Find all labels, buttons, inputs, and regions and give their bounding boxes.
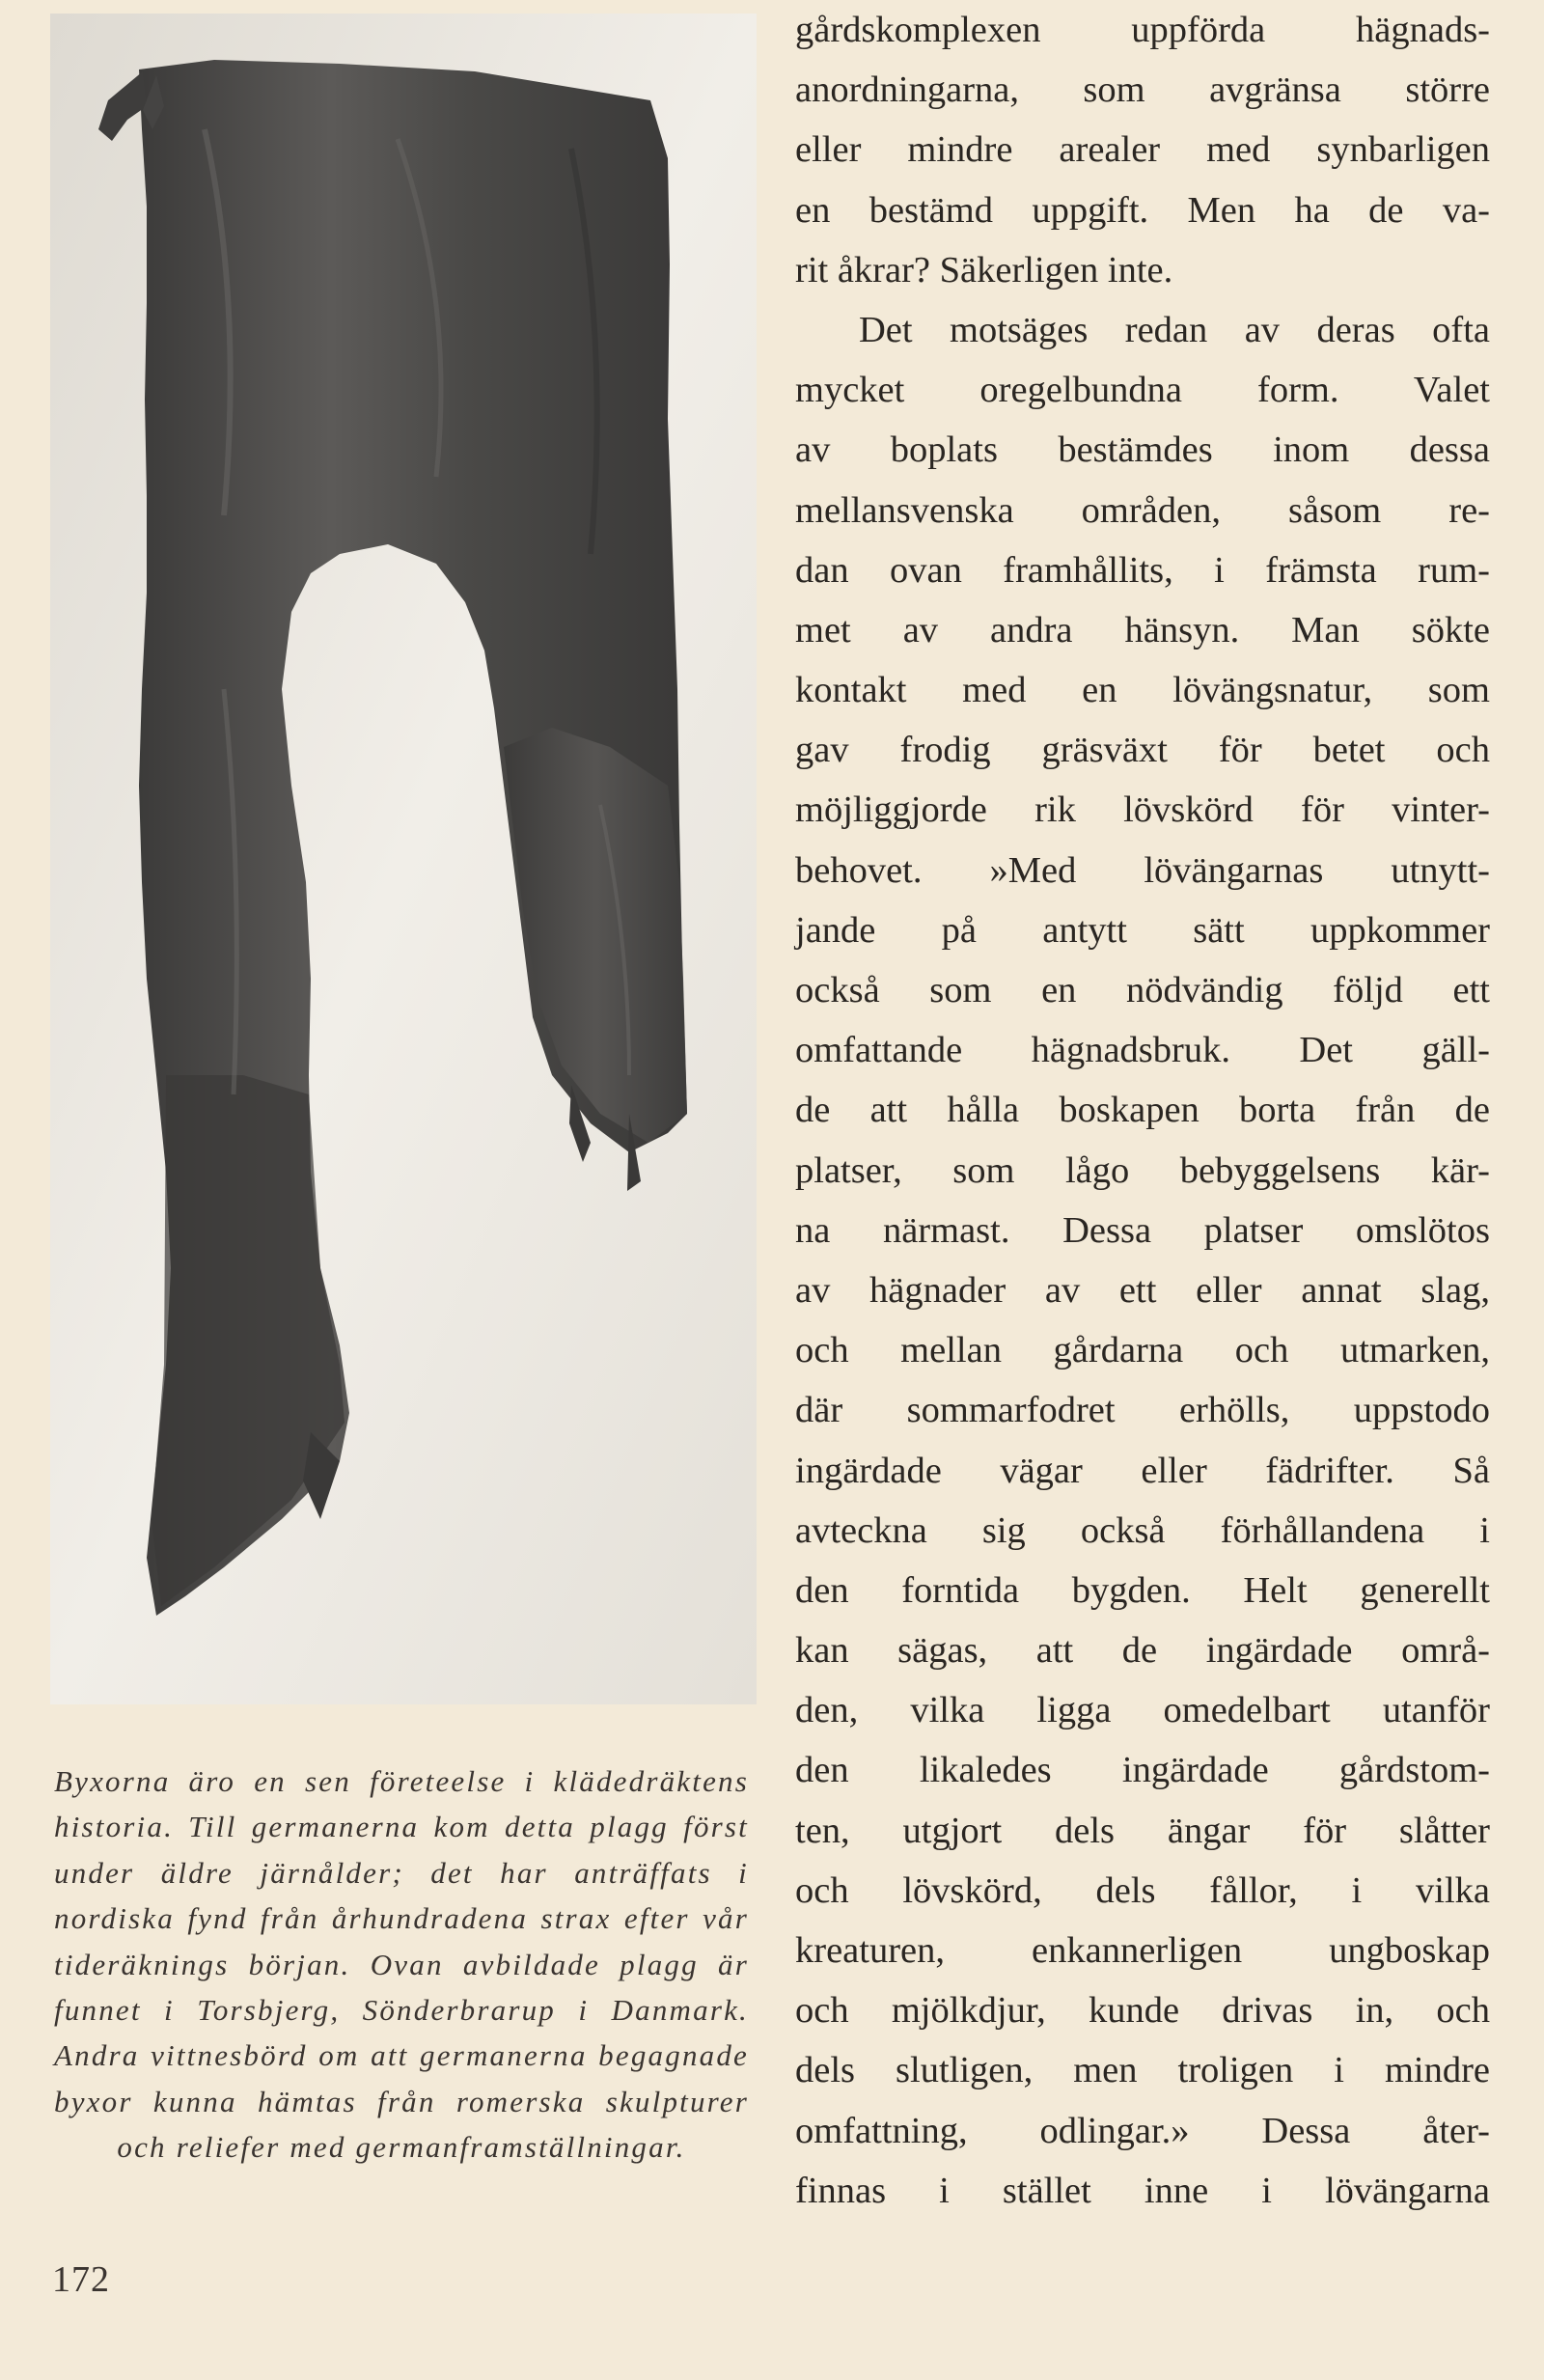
text-line: mellansvenska områden, såsom re-	[795, 489, 1490, 531]
photo-caption: Byxorna äro en sen företeelse i klädedräktens historia. Till germanerna kom detta plagg först under äldre järnålder; det har anträffats i nordiska fynd från århundradena strax efter vår tideräknings början. Ovan avbildade plagg är funnet i Torsbjerg, Sönderbrarup i Danmark. Andra vittnesbörd om att germanerna begagnade byxor kunna hämtas från romerska skulpturer och reliefer med germanframställningar.	[54, 1764, 749, 2165]
body-text	[795, 0, 1490, 2221]
text-line: den likaledes ingärdade gårdstom-	[795, 1750, 1490, 1791]
text-line: kontakt med en lövängsnatur, som	[795, 670, 1490, 711]
text-line: också som en nödvändig följd ett	[795, 970, 1490, 1010]
text-line: eller mindre arealer med synbarligen	[795, 129, 1490, 171]
text-line: och mellan gårdarna och utmarken,	[795, 1330, 1490, 1371]
text-line: möjliggjorde rik lövskörd för vinter-	[795, 789, 1490, 831]
text-line: av hägnader av ett eller annat slag,	[795, 1269, 1490, 1311]
text-line: finnas i stället inne i lövängarna	[795, 2170, 1490, 2211]
text-line: avteckna sig också förhållandena i	[795, 1509, 1490, 1551]
text-line: dan ovan framhållits, i främsta rum-	[795, 549, 1490, 591]
text-line: den, vilka ligga omedelbart utanför	[795, 1690, 1490, 1731]
text-line: omfattande hägnadsbruk. Det gäll-	[795, 1030, 1490, 1071]
text-line: omfattning, odlingar.» Dessa åter-	[795, 2110, 1490, 2151]
trousers-photograph	[50, 14, 757, 1704]
text-line: kan sägas, att de ingärdade områ-	[795, 1630, 1490, 1672]
text-line: den forntida bygden. Helt generellt	[795, 1569, 1490, 1611]
text-line: na närmast. Dessa platser omslötos	[795, 1209, 1490, 1251]
text-line: där sommarfodret erhölls, uppstodo	[795, 1390, 1490, 1431]
text-line: platser, som lågo bebyggelsens kär-	[795, 1149, 1490, 1191]
text-line: kreaturen, enkannerligen ungboskap	[795, 1930, 1490, 1971]
text-line: av boplats bestämdes inom dessa	[795, 429, 1490, 471]
text-line: ingärdade vägar eller fädrifter. Så	[795, 1450, 1490, 1491]
text-line: rit åkrar? Säkerligen inte.	[795, 249, 1173, 291]
text-line: jande på antytt sätt uppkommer	[795, 909, 1490, 951]
text-line: met av andra hänsyn. Man sökte	[795, 609, 1490, 650]
text-line: gav frodig gräsväxt för betet och	[795, 730, 1490, 771]
text-line: mycket oregelbundna form. Valet	[795, 370, 1490, 411]
text-line: Det motsäges redan av deras ofta	[859, 309, 1490, 350]
text-line: och mjölkdjur, kunde drivas in, och	[795, 1990, 1490, 2032]
text-line: behovet. »Med lövängarnas utnytt-	[795, 849, 1490, 891]
text-line: dels slutligen, men troligen i mindre	[795, 2050, 1490, 2091]
page-number: 172	[52, 2259, 110, 2300]
text-line: de att hålla boskapen borta från de	[795, 1090, 1490, 1131]
text-line: gårdskomplexen uppförda hägnads-	[795, 10, 1490, 50]
text-line: anordningarna, som avgränsa större	[795, 69, 1490, 111]
text-line: och lövskörd, dels fållor, i vilka	[795, 1869, 1490, 1911]
text-line: ten, utgjort dels ängar för slåtter	[795, 1810, 1490, 1851]
text-line: en bestämd uppgift. Men ha de va-	[795, 189, 1490, 231]
trousers-icon	[50, 14, 757, 1704]
